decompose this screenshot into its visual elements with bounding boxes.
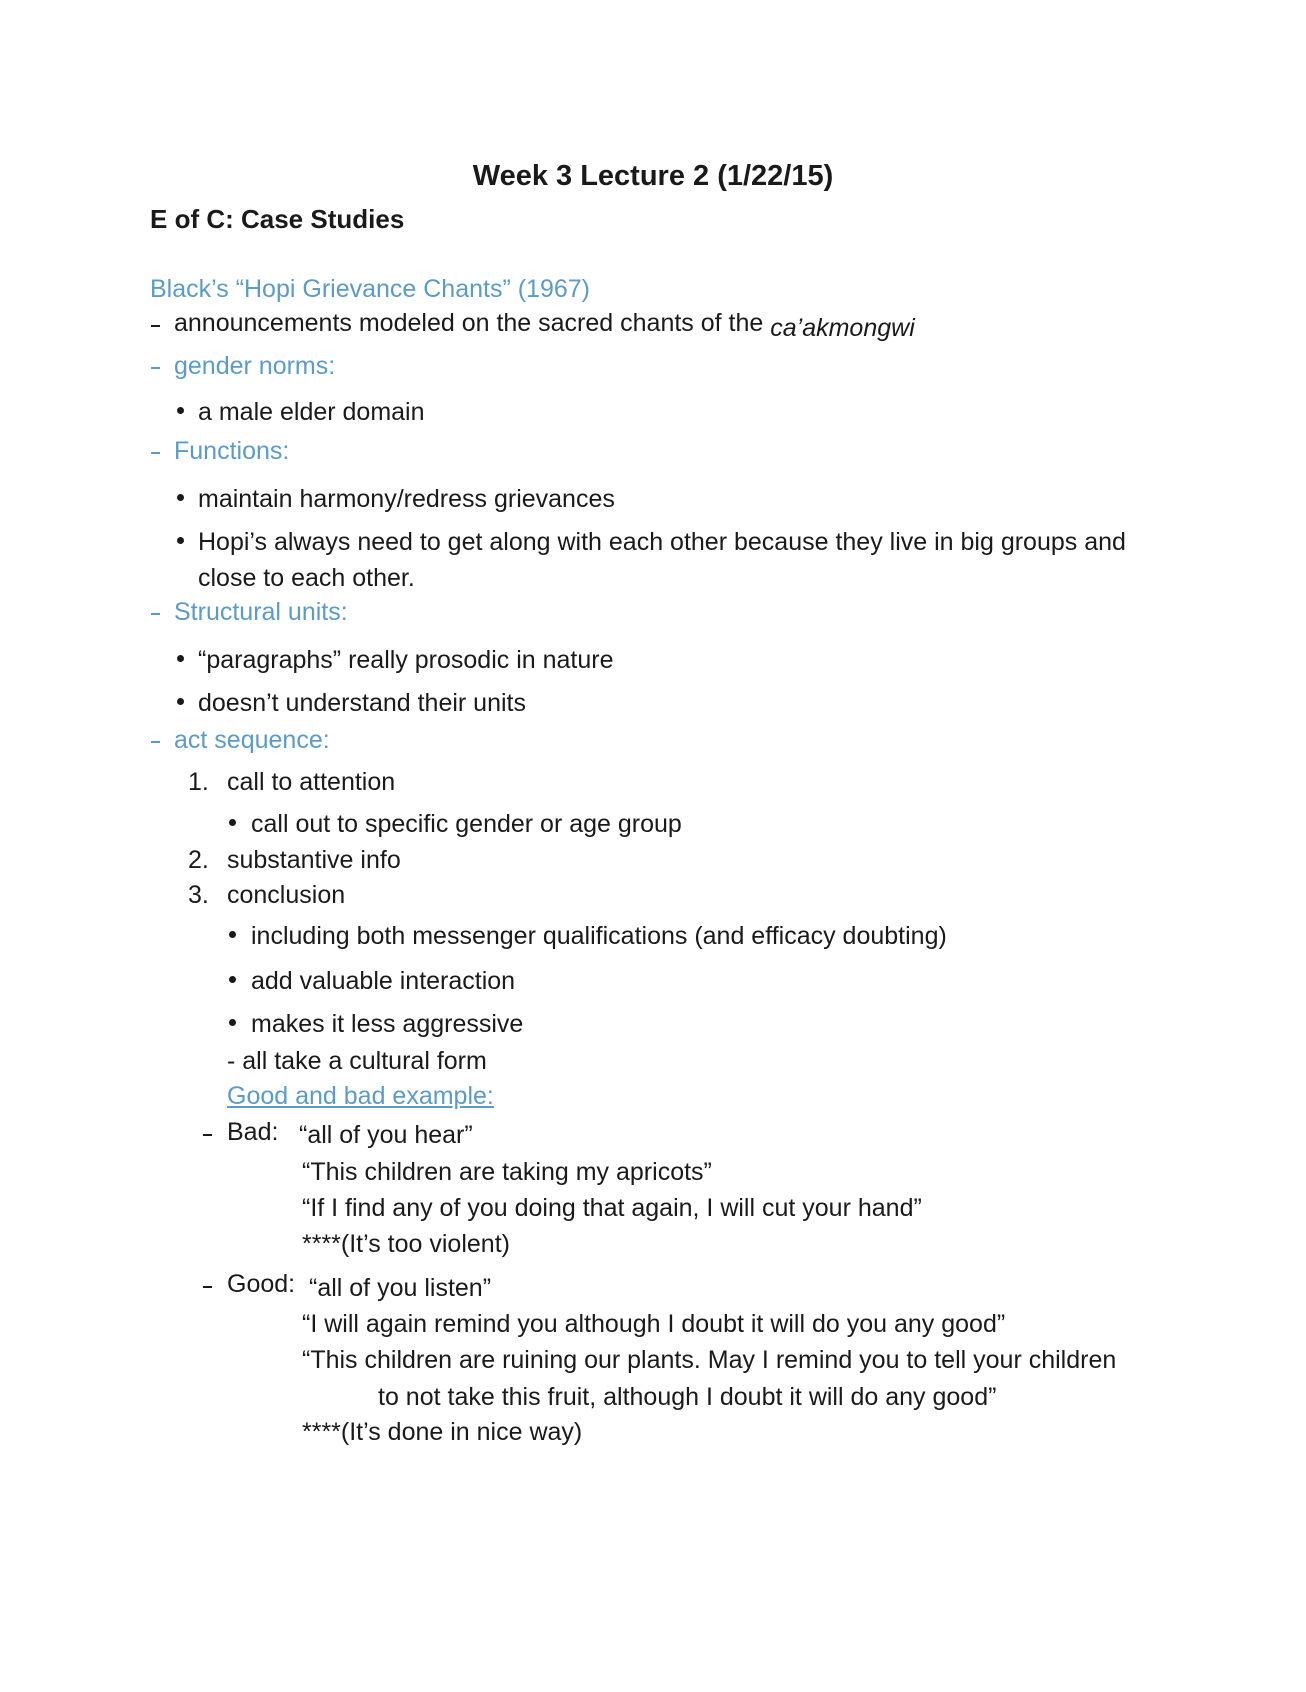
step-number: 1. [188,768,209,796]
dash-marker [151,741,160,743]
step-label: substantive info [227,846,401,874]
list-item: Hopi’s always need to get along with each other because they live in big groups and [198,528,1126,556]
bullet-icon [229,1019,236,1026]
step-sub-item: makes it less aggressive [251,1010,524,1038]
announcements-text: announcements modeled on the sacred chants of the [174,309,764,337]
dash-marker [151,613,160,615]
bullet-icon [229,976,236,983]
good-example-label: Good: [227,1270,296,1298]
section-heading: Black’s “Hopi Grievance Chants” (1967) [150,275,591,303]
bullet-icon [177,407,184,414]
section-subtitle: E of C: Case Studies [150,204,405,234]
step-number: 3. [188,881,209,909]
good-example-line: “This children are ruining our plants. May I remind you to tell your children [302,1346,1117,1374]
list-item: doesn’t understand their units [198,689,526,717]
good-example-line: “I will again remind you although I doubt it will do you any good” [302,1310,1006,1338]
step-sub-item: call out to specific gender or age group [251,810,682,838]
term-caakmongwi: ca’akmongwi [770,314,915,342]
bad-example-line: ****(It’s too violent) [302,1230,510,1258]
dash-marker [203,1134,212,1136]
bullet-icon [229,931,236,938]
structural-units-heading: Structural units: [174,598,348,626]
bullet-icon [229,819,236,826]
dash-marker [151,452,160,454]
dash-marker [151,367,160,369]
bad-example-label: Bad: [227,1118,279,1146]
bullet-icon [177,537,184,544]
good-example-line: ****(It’s done in nice way) [302,1418,583,1446]
bullet-icon [177,698,184,705]
bullet-icon [177,655,184,662]
step-label: call to attention [227,768,396,796]
dash-marker [151,325,160,327]
list-item: a male elder domain [198,398,425,426]
announcements-line [174,308,915,342]
bullet-icon [177,494,184,501]
note-text: - all take a cultural form [227,1047,487,1075]
step-number: 2. [188,846,209,874]
examples-link[interactable]: Good and bad example: [227,1082,494,1110]
bad-example-line: “all of you hear” [299,1121,473,1149]
step-sub-item: including both messenger qualifications (and efficacy doubting) [251,922,947,950]
page-title: Week 3 Lecture 2 (1/22/15) [472,160,834,192]
bad-example-line: “This children are taking my apricots” [302,1158,712,1186]
bad-example-line: “If I find any of you doing that again, I will cut your hand” [302,1194,922,1222]
good-example-line: “all of you listen” [309,1274,492,1302]
good-example-line: to not take this fruit, although I doubt it will do any good” [378,1383,997,1411]
list-item: “paragraphs” really prosodic in nature [198,646,614,674]
step-sub-item: add valuable interaction [251,967,516,995]
list-item: maintain harmony/redress grievances [198,485,615,513]
list-item-continuation: close to each other. [198,564,415,592]
step-label: conclusion [227,881,346,909]
functions-heading: Functions: [174,437,290,465]
dash-marker [203,1286,212,1288]
gender-norms-heading: gender norms: [174,352,336,380]
act-sequence-heading: act sequence: [174,726,330,754]
